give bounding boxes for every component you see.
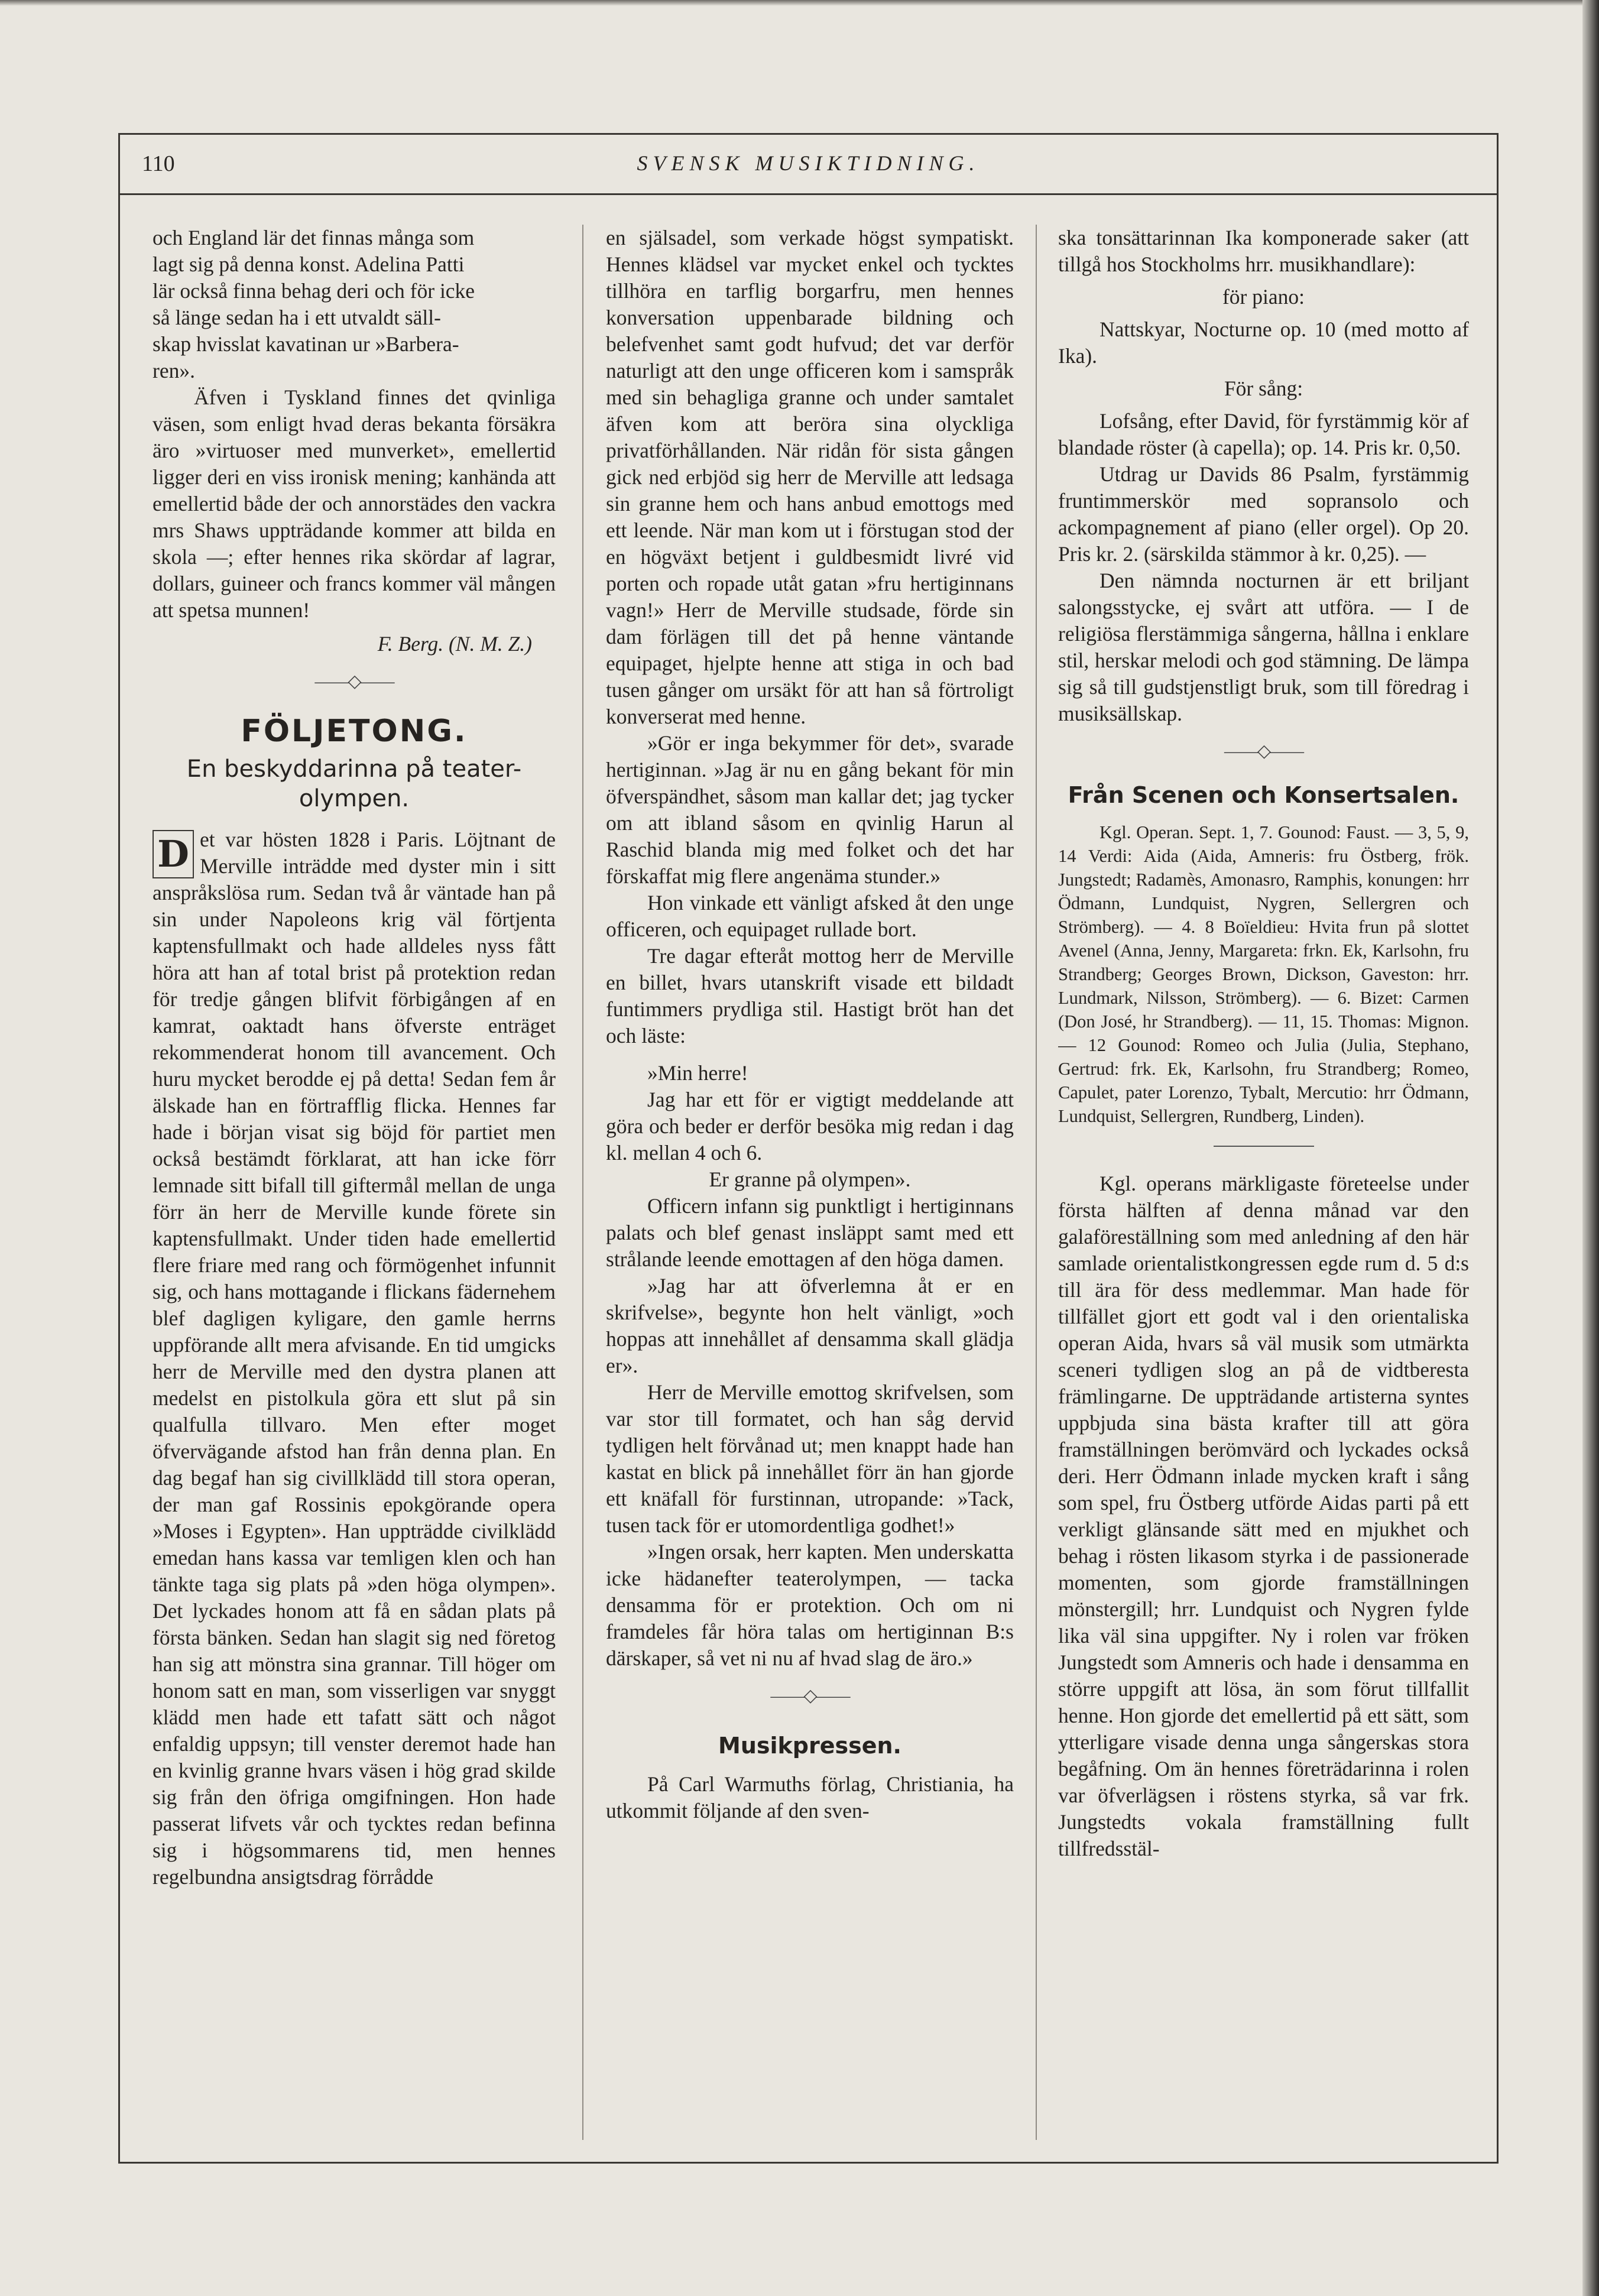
- paragraph: Hon vinkade ett vänligt afsked åt den unge officeren, och equipaget rullade bort.: [606, 891, 1014, 941]
- running-title: SVENSK MUSIKTIDNING.: [637, 151, 980, 175]
- section-heading: Från Scenen och Konsertsalen.: [1068, 782, 1459, 808]
- section-heading: Musikpressen.: [718, 1733, 901, 1759]
- short-rule: [1214, 1146, 1314, 1147]
- column-middle: [606, 225, 1014, 2140]
- paragraph: Den nämnda nocturnen är ett briljant salongsstycke, ej svårt att utföra. — I de religiösa flerstämmiga sångerna, hållna i enklare stil, herskar melodi och god stämning. De lämpa sig så till gudstjenstligt bruk, som till föredrag i musiksällskap.: [1058, 569, 1469, 725]
- paragraph: Äfven i Tyskland finnes det qvinliga väsen, som enligt hvad deras bekanta försäkra äro »virtuoser med munverket», emellertid ligger deri en viss ironisk mening; kanhända att emellertid både der och annorstädes den vackra mrs Shaws uppträdande kommer att bilda en skola —; efter hennes rika skördar af lagrar, dollars, guineer och francs kommer väl mången att spetsa munnen!: [153, 385, 556, 622]
- scan-right-edge: [1582, 0, 1599, 2296]
- intro-line: lagt sig på denna konst. Adelina Patti: [153, 252, 465, 276]
- column-rule-2: [1036, 225, 1037, 2140]
- intro-line: och England lär det finnas många som: [153, 226, 475, 249]
- column-rule-1: [582, 225, 583, 2140]
- paragraph: en själsadel, som verkade högst sympatiskt. Hennes klädsel var mycket enkel och tycktes tillhöra en tarflig borgarfru, men hennes konversation uppenbarade bildning och belefvenhet samt godt hufvud; det var derför naturligt att den unge officeren kom i samspråk med sin behagliga granne och under samtalet äfven kom att beröra sina olyckliga privatförhållanden. När ridån för sista gången gick ned erbjöd sig herr de Merville att ledsaga sin granne hem och hans anbud emottogs med ett leende. När man kom ut i förstugan stod der en högväxt betjent i guldbesmidt livré vid porten och ropade utåt gatan »fru hertiginnans vagn!» Herr de Merville studsade, förde sin dam förlägen till det på henne väntande equipaget, hjelpte henne att stiga in och bad tusen gånger om ursäkt för att han så förtroligt konverserat med henne.: [606, 226, 1014, 728]
- story-paragraph: [153, 826, 556, 1890]
- listing-entry: Nattskyar, Nocturne op. 10 (med motto af Ika).: [1058, 317, 1469, 368]
- column-left: [153, 225, 556, 2140]
- intro-line: lär också finna behag deri och för icke: [153, 279, 475, 303]
- paragraph: Kgl. operans märkligaste företeelse under första hälften af denna månad var den galaföreställning som med anledning af den här samlade orientalistkongressen egde rum d. 5 d:s till ära för dess medlemmar. Man hade för tillfället gjort ett godt val i den orientaliska operan Aida, hvars så väl musik som utmärkta sceneri tydligen slog an på de vidtberesta främlingarne. De uppträdande artisterna syntes uppbjuda sina bästa krafter till att göra framställningen berömvärd och lyckades också deri. Herr Ödmann inlade mycken kraft i sång som spel, fru Östberg utförde Aidas parti på ett verkligt glänsande sätt med en mjukhet och behag i rösten likasom styrka i de passionerade momenten, som gjorde framställningen mönstergill; hrr. Lundquist och Nygren fylde lika väl sina uppgifter. Ny i rolen var fröken Jungstedt som Amneris och hade i densamma en större uppgift att lösa, än som förut tillfallit henne. Hon gjorde det emellertid på ett sätt, som ytterligare visade denna unga sångerskas stora begåfning. Om än hennes företrädarinna i rolen var öfverlägsen i röstens styrka, så var frk. Jungstedts vokala framställning fullt tillfredsstäl-: [1058, 1172, 1469, 1860]
- story-text: et var hösten 1828 i Paris. Löjtnant de Merville inträdde med dyster min i sitt anspråkslösa rum. Sedan två år väntade han på sin under Napoleons krig väl förtjenta kaptensfullmakt och hade alldeles nyss fått höra att han af total brist på protektion redan för tredje gången blifvit förbigången af en kamrat, oaktadt hans öfverste enträget rekommenderat honom till avancement. Och huru mycket berodde ej på detta! Sedan fem år älskade han en förtrafflig flicka. Hennes far hade i början visat sig böjd för partiet men också bestämdt förklarat, att han icke förr lemnade sitt bifall till giftermål mellan de unga förr än herr de Merville kunde förete sin kaptensfullmakt. Under tiden hade emellertid flere friare med rang och förmögenhet infunnit sig, och hans mottagande i flickans fädernehem blef dagligen kyligare, den gamle herrns uppförande allt mera afvisande. En tid umgicks herr de Merville med den dystra planen att medelst en pistolkula göra ett slut på sin qualfulla tillvaro. Men efter moget öfvervägande afstod han från denna plan. En dag begaf han sig civillklädd till stora operan, der man gaf Rossinis epokgörande opera »Moses i Egypten». Han uppträdde civilklädd emedan hans kassa var temligen klen och han tänkte taga sig plats på »den höga olympen». Det lyckades honom att få en sådan plats på första bänken. Sedan han slagit sig ned företog han sig att mönstra sina grannar. Till höger om honom satt en man, som visserligen var snyggt klädd men hade ett tafatt sätt och något enfaldig uppsyn; till venster deremot hade han en kvinlig granne hvars väsen i hög grad skilde sig från den öfriga omgifningen. Hon hade passerat lifvets vår och tycktes redan befinna sig i högsommarens tid, men hennes regelbundna ansigtsdrag förrådde: [153, 828, 556, 1889]
- ornament-divider: ——◇——: [314, 672, 394, 691]
- intro-line: ren».: [153, 359, 195, 382]
- running-header: [118, 133, 1499, 195]
- intro-line: så länge sedan ha i ett utvaldt säll-: [153, 306, 441, 329]
- ornament-divider: ——◇——: [1224, 741, 1303, 761]
- letter-body: Jag har ett för er vigtigt meddelande att göra och beder er derför besöka mig redan i dag kl. mellan 4 och 6.: [606, 1088, 1014, 1165]
- feuilleton-subtitle: En beskyddarinna på teater-olympen.: [186, 755, 522, 812]
- repertoire-listing: Kgl. Operan. Sept. 1, 7. Gounod: Faust. — 3, 5, 9, 14 Verdi: Aida (Aida, Amneris: fru Östberg, frök. Jungstedt; Radamès, Amonasro, Ramphis, konungen: hrr Ödmann, Lundquist, Nygren, Sellergren och Strömberg). — 4. 8 Boïeldieu: Hvita frun på slottet Avenel (Anna, Jenny, Margareta: frkn. Ek, Karlsohn, fru Strandberg; Georges Brown, Dickson, Gaveston: hrr. Lundmark, Nilsson, Strömberg). — 6. Bizet: Carmen (Don José, hr Strandberg). — 11, 15. Thomas: Mignon. — 12 Gounod: Romeo och Julia (Julia, Stephano, Gertrud: frk. Ek, Karlsohn, fru Strandberg; Romeo, Capulet, pater Lorenzo, Tybalt, Mercutio: hrr Ödmann, Lundquist, Sellergren, Rundberg, Linden).: [1058, 822, 1469, 1126]
- ornament-divider: ——◇——: [770, 1686, 849, 1705]
- listing-category: För sång:: [1224, 377, 1303, 400]
- paragraph: »Jag har att öfverlemna åt er en skrifvelse», begynte hon helt vänligt, »och hoppas att innehållet af densamma skall glädja er».: [606, 1274, 1014, 1377]
- paragraph: Tre dagar efteråt mottog herr de Merville en billet, hvars utanskrift visade ett bildadt funtimmers prydliga stil. Hastigt bröt han det och läste:: [606, 944, 1014, 1048]
- paragraph: Herr de Merville emottog skrifvelsen, som var stor till formatet, och han såg dervid tydligen helt förvånad ut; men knappt hade han kastat en blick på innehållet förr än han gjorde ett knäfall för furstinnan, utropande: »Tack, tusen tack för er utomordentliga godhet!»: [606, 1380, 1014, 1537]
- column-right: [1058, 225, 1469, 2140]
- paragraph: »Gör er inga bekymmer för det», svarade hertiginnan. »Jag är nu en gång bekant för min öfverspändhet, såsom man kallar det; jag tycker om att ibland såsom en qvinlig Harun al Raschid blanda mig med folket och det har förskaffat mig flere angenäma stunder.»: [606, 731, 1014, 888]
- scan-top-edge: [0, 0, 1599, 6]
- listing-category: för piano:: [1222, 285, 1305, 309]
- feuilleton-heading: FÖLJETONG.: [241, 714, 468, 749]
- letter-sign: Er granne på olympen».: [709, 1168, 911, 1191]
- listing-entry: Lofsång, efter David, för fyrstämmig kör af blandade röster (à capella); op. 14. Pris kr. 0,50.: [1058, 409, 1469, 459]
- article-signature: F. Berg. (N. M. Z.): [377, 632, 532, 656]
- paragraph: ska tonsättarinnan Ika komponerade saker (att tillgå hos Stockholms hrr. musikhandlare):: [1058, 226, 1469, 276]
- page-number: 110: [142, 151, 175, 176]
- intro-line: skap hvisslat kavatinan ur »Barbera-: [153, 332, 459, 356]
- listing-entry: Utdrag ur Davids 86 Psalm, fyrstämmig fruntimmerskör med sopransolo och ackompagnement af piano (eller orgel). Op 20. Pris kr. 2. (särskilda stämmor à kr. 0,25). —: [1058, 462, 1469, 566]
- letter-salutation: »Min herre!: [647, 1061, 748, 1085]
- paragraph: »Ingen orsak, herr kapten. Men underskatta icke hädanefter teaterolympen, — tacka densamma för er protektion. Och om ni framdeles får höra talas om hertiginnan B:s därskaper, så vet ni nu af hvad slag de äro.»: [606, 1540, 1014, 1670]
- paragraph: Officern infann sig punktligt i hertiginnans palats och blef genast insläppt samt med ett strålande leende emottagen af den höga damen.: [606, 1194, 1014, 1271]
- paragraph: På Carl Warmuths förlag, Christiania, ha utkommit följande af den sven-: [606, 1772, 1014, 1822]
- drop-cap: D: [153, 830, 194, 878]
